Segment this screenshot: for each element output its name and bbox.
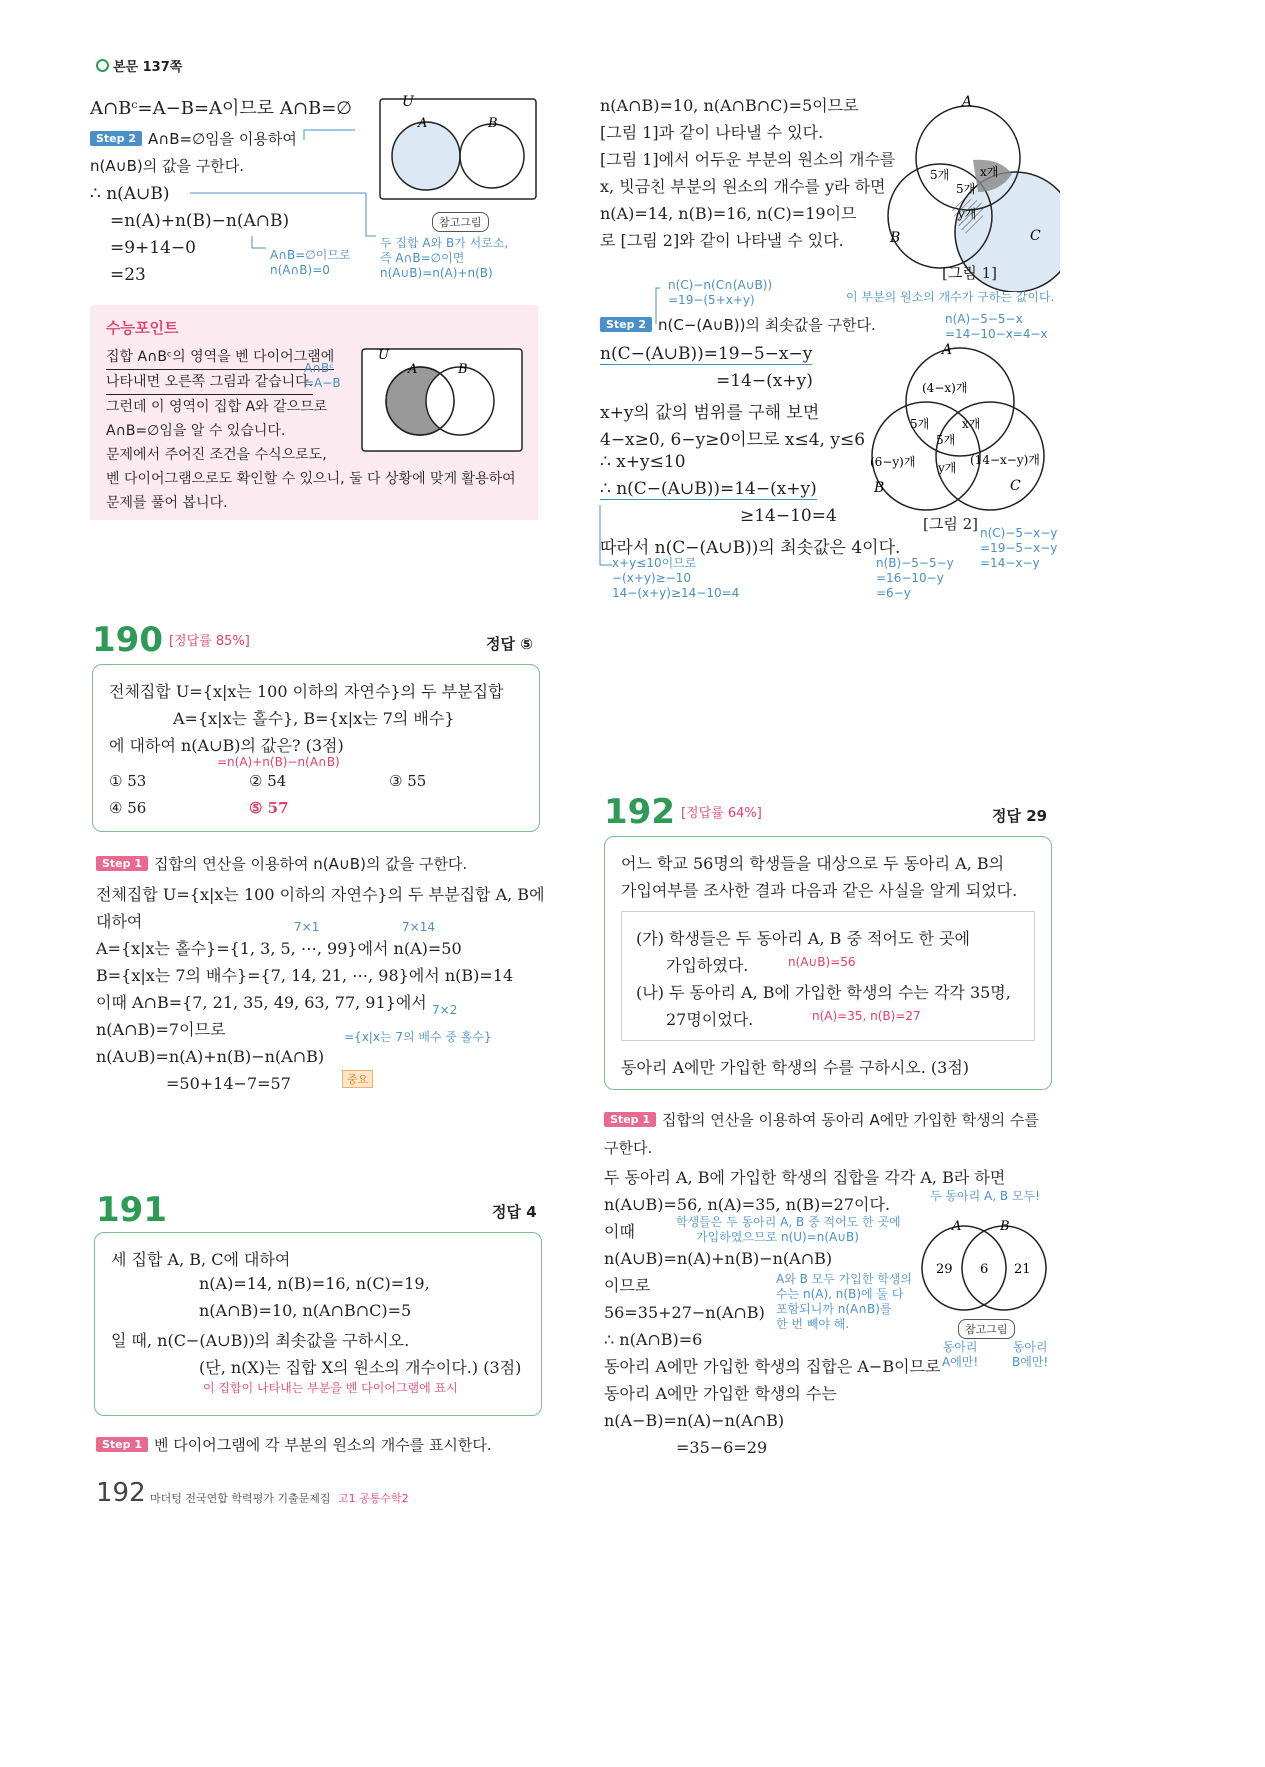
p192-ref-badge: 참고그림	[958, 1318, 1015, 1339]
svg-text:x개: x개	[962, 417, 981, 431]
p192-solution: 두 동아리 A, B에 가입한 학생의 집합을 각각 A, B라 하면 n(A∪B)=56, n(A)=35, n(B)=27이다. 이때 n(A∪B)=n(A)+n(B)−n(A∩B) 이므로 56=35+27−n(A∩B) ∴ n(A∩B)=6 동아리 A에만 가입한 학생의 집합은 A−B이므로 동아리 A에만 가입한 학생의 수는 n(A−B)=n(A)−n(A∩B) =35−6=29	[604, 1168, 1006, 1457]
problem-192-number: 192 [정답률 64%]	[604, 792, 762, 832]
problem-190-answer: 정답 ⑤	[486, 635, 533, 653]
calc-line-4: =23	[110, 265, 146, 285]
right-calc-1: n(C−(A∪B))=19−5−x−y	[600, 344, 813, 364]
svg-text:U: U	[378, 348, 389, 363]
right-calc-5: ∴ x+y≤10	[600, 452, 686, 472]
choice-5[interactable]: ⑤ 57	[249, 799, 289, 817]
p192-note-2: A와 B 모두 가입한 학생의 수는 n(A), n(B)에 둘 다 포함되니까 n(A∩B)를 한 번 빼야 해.	[776, 1272, 913, 1331]
note-7x14: 7×14	[402, 920, 435, 934]
svg-text:x개: x개	[980, 165, 999, 179]
fig1-note: 이 부분의 원소의 개수가 구하는 값이다.	[846, 290, 1055, 304]
choice-3[interactable]: ③ 55	[389, 772, 427, 790]
p192-note-1: 학생들은 두 동아리 A, B 중 적어도 한 곳에 가입하였으므로 n(U)=n(A∪B)	[676, 1215, 901, 1244]
problem-191-answer: 정답 4	[492, 1203, 537, 1221]
svg-text:21: 21	[1014, 1262, 1031, 1277]
svg-text:(6−y)개: (6−y)개	[870, 455, 916, 469]
note-empty-intersection: A∩B=∅이므로 n(A∩B)=0	[270, 248, 351, 277]
svg-text:C: C	[1030, 228, 1041, 244]
svg-text:B: B	[458, 362, 468, 377]
tip-box	[90, 305, 538, 520]
problem-192-answer: 정답 29	[992, 807, 1048, 825]
tip-annotation: A∩Bᶜ =A−B	[304, 361, 341, 390]
svg-text:y개: y개	[958, 207, 977, 221]
note-7x1: 7×1	[294, 920, 320, 934]
page-header	[96, 56, 182, 75]
intro-line: A∩Bᶜ=A−B=A이므로 A∩B=∅	[90, 98, 352, 119]
right-step2-heading: Step 2 n(C−(A∪B))의 최솟값을 구한다.	[600, 314, 876, 335]
tip-title: 수능포인트	[106, 319, 179, 337]
problem-192-box: 어느 학교 56명의 학생들을 대상으로 두 동아리 A, B의 가입여부를 조사한 결과 다음과 같은 사실을 알게 되었다. (가) 학생들은 두 동아리 A, B 중 적어도 한 곳에 가입하였다. n(A∪B)=56 (나) 두 동아리 A, B에 가입한 학생의 수는 각각 35명, 27명이었다. n(A)=35, n(B)=27 동아리 A에만 가입한 학생의 수를 구하시오. (3점)	[604, 836, 1052, 1090]
p192-step1-heading: Step 1 집합의 연산을 이용하여 동아리 A에만 가입한 학생의 수를	[604, 1109, 1039, 1130]
svg-text:C: C	[1010, 478, 1021, 494]
svg-text:(14−x−y)개: (14−x−y)개	[970, 453, 1040, 467]
svg-text:A: A	[962, 94, 973, 110]
svg-text:(4−x)개: (4−x)개	[922, 381, 968, 395]
svg-text:A: A	[408, 362, 418, 377]
svg-text:5개: 5개	[910, 417, 930, 431]
calc-line-2: =n(A)+n(B)−n(A∩B)	[110, 211, 290, 231]
right-calc-3: x+y의 값의 범위를 구해 보면	[600, 403, 820, 423]
p192-step1-heading-2: 구한다.	[604, 1139, 653, 1157]
step2-heading: Step 2 A∩B=∅임을 이용하여	[90, 128, 297, 149]
svg-text:6: 6	[980, 1262, 989, 1277]
footer-book: 마더텅 전국연합 학력평가 기출문제집 고1 공통수학2	[150, 1492, 409, 1505]
venn-set-b	[460, 124, 524, 188]
only-b-label: 동아리 B에만!	[1012, 1340, 1049, 1369]
right-calc-8: 따라서 n(C−(A∪B))의 최솟값은 4이다.	[600, 538, 901, 558]
svg-text:B: B	[1000, 1219, 1010, 1234]
right-calc-2: =14−(x+y)	[716, 371, 813, 391]
svg-text:5개: 5개	[936, 433, 956, 447]
choice-4[interactable]: ④ 56	[109, 799, 147, 817]
p191-step1-heading: Step 1 벤 다이어그램에 각 부분의 원소의 개수를 표시한다.	[96, 1434, 492, 1455]
note-na: n(A)−5−5−x =14−10−x=4−x	[945, 312, 1048, 341]
right-calc-6: ∴ n(C−(A∪B))=14−(x+y)	[600, 479, 817, 499]
fig1-caption: [그림 1]	[942, 264, 997, 282]
note-disjoint: 두 집합 A와 B가 서로소, 즉 A∩B=∅이면 n(A∪B)=n(A)+n(B)	[380, 236, 509, 280]
p192-venn	[912, 1212, 1052, 1322]
svg-text:29: 29	[936, 1262, 953, 1277]
both-label: 두 동아리 A, B 모두!	[930, 1189, 1040, 1203]
conditions-box: (가) 학생들은 두 동아리 A, B 중 적어도 한 곳에 가입하였다. n(A∪B)=56 (나) 두 동아리 A, B에 가입한 학생의 수는 각각 35명, 27명이었다. n(A)=35, n(B)=27	[621, 911, 1035, 1041]
svg-text:B: B	[874, 480, 885, 496]
right-calc-7: ≥14−10=4	[740, 506, 837, 526]
svg-text:A: A	[952, 1219, 962, 1234]
note-7x2: 7×2	[432, 1003, 458, 1017]
problem-191-number: 191	[96, 1190, 167, 1230]
calc-line-1: ∴ n(A∪B)	[90, 184, 170, 204]
page-number: 192	[96, 1478, 146, 1508]
venn-u-label: U	[402, 94, 414, 110]
p190-solution: 전체집합 U={x|x는 100 이하의 자연수}의 두 부분집합 A, B에 대하여 A={x|x는 홀수}={1, 3, 5, ⋯, 99}에서 n(A)=50 B={x|x는 7의 배수}={7, 14, 21, ⋯, 98}에서 n(B)=14 이때 A∩B={7, 21, 35, 49, 63, 77, 91}에서 n(A∩B)=7이므로 n(A∪B)=n(A)+n(B)−n(A∩B) =50+14−7=57	[96, 885, 545, 1093]
ref-badge: 참고그림	[432, 211, 489, 232]
note-odd-multiples: ={x|x는 7의 배수 중 홀수}	[344, 1030, 492, 1044]
note-nc2: n(C)−5−x−y =19−5−x−y =14−x−y	[980, 526, 1058, 570]
tip-text: 집합 A∩Bᶜ의 영역을 벤 다이어그램에 나타내면 오른쪽 그림과 같습니다. 그런데 이 영역이 집합 A와 같으므로 A∩B=∅임을 알 수 있습니다. 문제에서 주어진 조건을 수식으로도, 벤 다이어그램으로도 확인할 수 있으니, 둘 다 상황에 맞게 활용하여 문제를 풀어 봅니다.	[106, 345, 516, 515]
problem-190-number: 190 [정답률 85%]	[92, 620, 250, 660]
important-badge: 중요	[342, 1068, 373, 1088]
bullet-circle-icon	[96, 59, 109, 72]
p192-venn-b	[962, 1226, 1046, 1310]
svg-text:B: B	[890, 230, 901, 246]
calc-line-3: =9+14−0	[110, 238, 196, 258]
step2-tag: Step 2	[90, 131, 142, 146]
venn-b-label: B	[488, 116, 498, 131]
tip-venn	[358, 345, 528, 457]
svg-text:y개: y개	[938, 461, 957, 475]
blue-leader-lines-right	[590, 280, 660, 580]
p190-step1-heading: Step 1 집합의 연산을 이용하여 n(A∪B)의 값을 구한다.	[96, 853, 467, 874]
blue-leader-lines	[180, 100, 430, 280]
right-calc-4: 4−x≥0, 6−y≥0이므로 x≤4, y≤6	[600, 430, 866, 450]
right-intro: n(A∩B)=10, n(A∩B∩C)=5이므로 [그림 1]과 같이 나타낼 수 있다. [그림 1]에서 어두운 부분의 원소의 개수를 x, 빗금친 부분의 원소의 개수를 y라 하면 n(A)=14, n(B)=16, n(C)=19이므 로 [그림 2]와 같이 나타낼 수 있다.	[600, 96, 896, 250]
note-nb: n(B)−5−5−y =16−10−y =6−y	[876, 556, 954, 600]
svg-text:5개: 5개	[930, 168, 950, 182]
p192-venn-a	[922, 1226, 1006, 1310]
problem-190-box: 전체집합 U={x|x는 100 이하의 자연수}의 두 부분집합 A={x|x는 홀수}, B={x|x는 7의 배수} 에 대하여 n(A∪B)의 값은? (3점) =n(A)+n(B)−n(A∩B) ① 53 ② 54 ③ 55 ④ 56 ⑤ 57	[92, 664, 540, 832]
fig2-caption: [그림 2]	[923, 515, 978, 533]
venn-a-label: A	[418, 116, 428, 131]
note-nc: n(C)−n(C∩(A∪B)) =19−(5+x+y)	[668, 278, 773, 307]
figure-2	[866, 338, 1066, 528]
svg-text:5개: 5개	[956, 182, 976, 196]
note-xy: x+y≤10이므로 −(x+y)≥−10 14−(x+y)≥14−10=4	[612, 556, 740, 600]
problem-191-box: 세 집합 A, B, C에 대하여 n(A)=14, n(B)=16, n(C)=19, n(A∩B)=10, n(A∩B∩C)=5 일 때, n(C−(A∪B))의 최솟값을 구하시오. (단, n(X)는 집합 X의 원소의 개수이다.) (3점) 이 집합이 나타내는 부분을 벤 다이어그램에 표시	[94, 1232, 542, 1416]
only-a-label: 동아리 A에만!	[942, 1340, 979, 1369]
svg-text:A: A	[942, 342, 953, 358]
section-reference: 본문 137쪽	[113, 60, 183, 75]
choice-2[interactable]: ② 54	[249, 772, 287, 790]
step2-heading-2: n(A∪B)의 값을 구한다.	[90, 157, 244, 175]
choice-1[interactable]: ① 53	[109, 772, 147, 790]
